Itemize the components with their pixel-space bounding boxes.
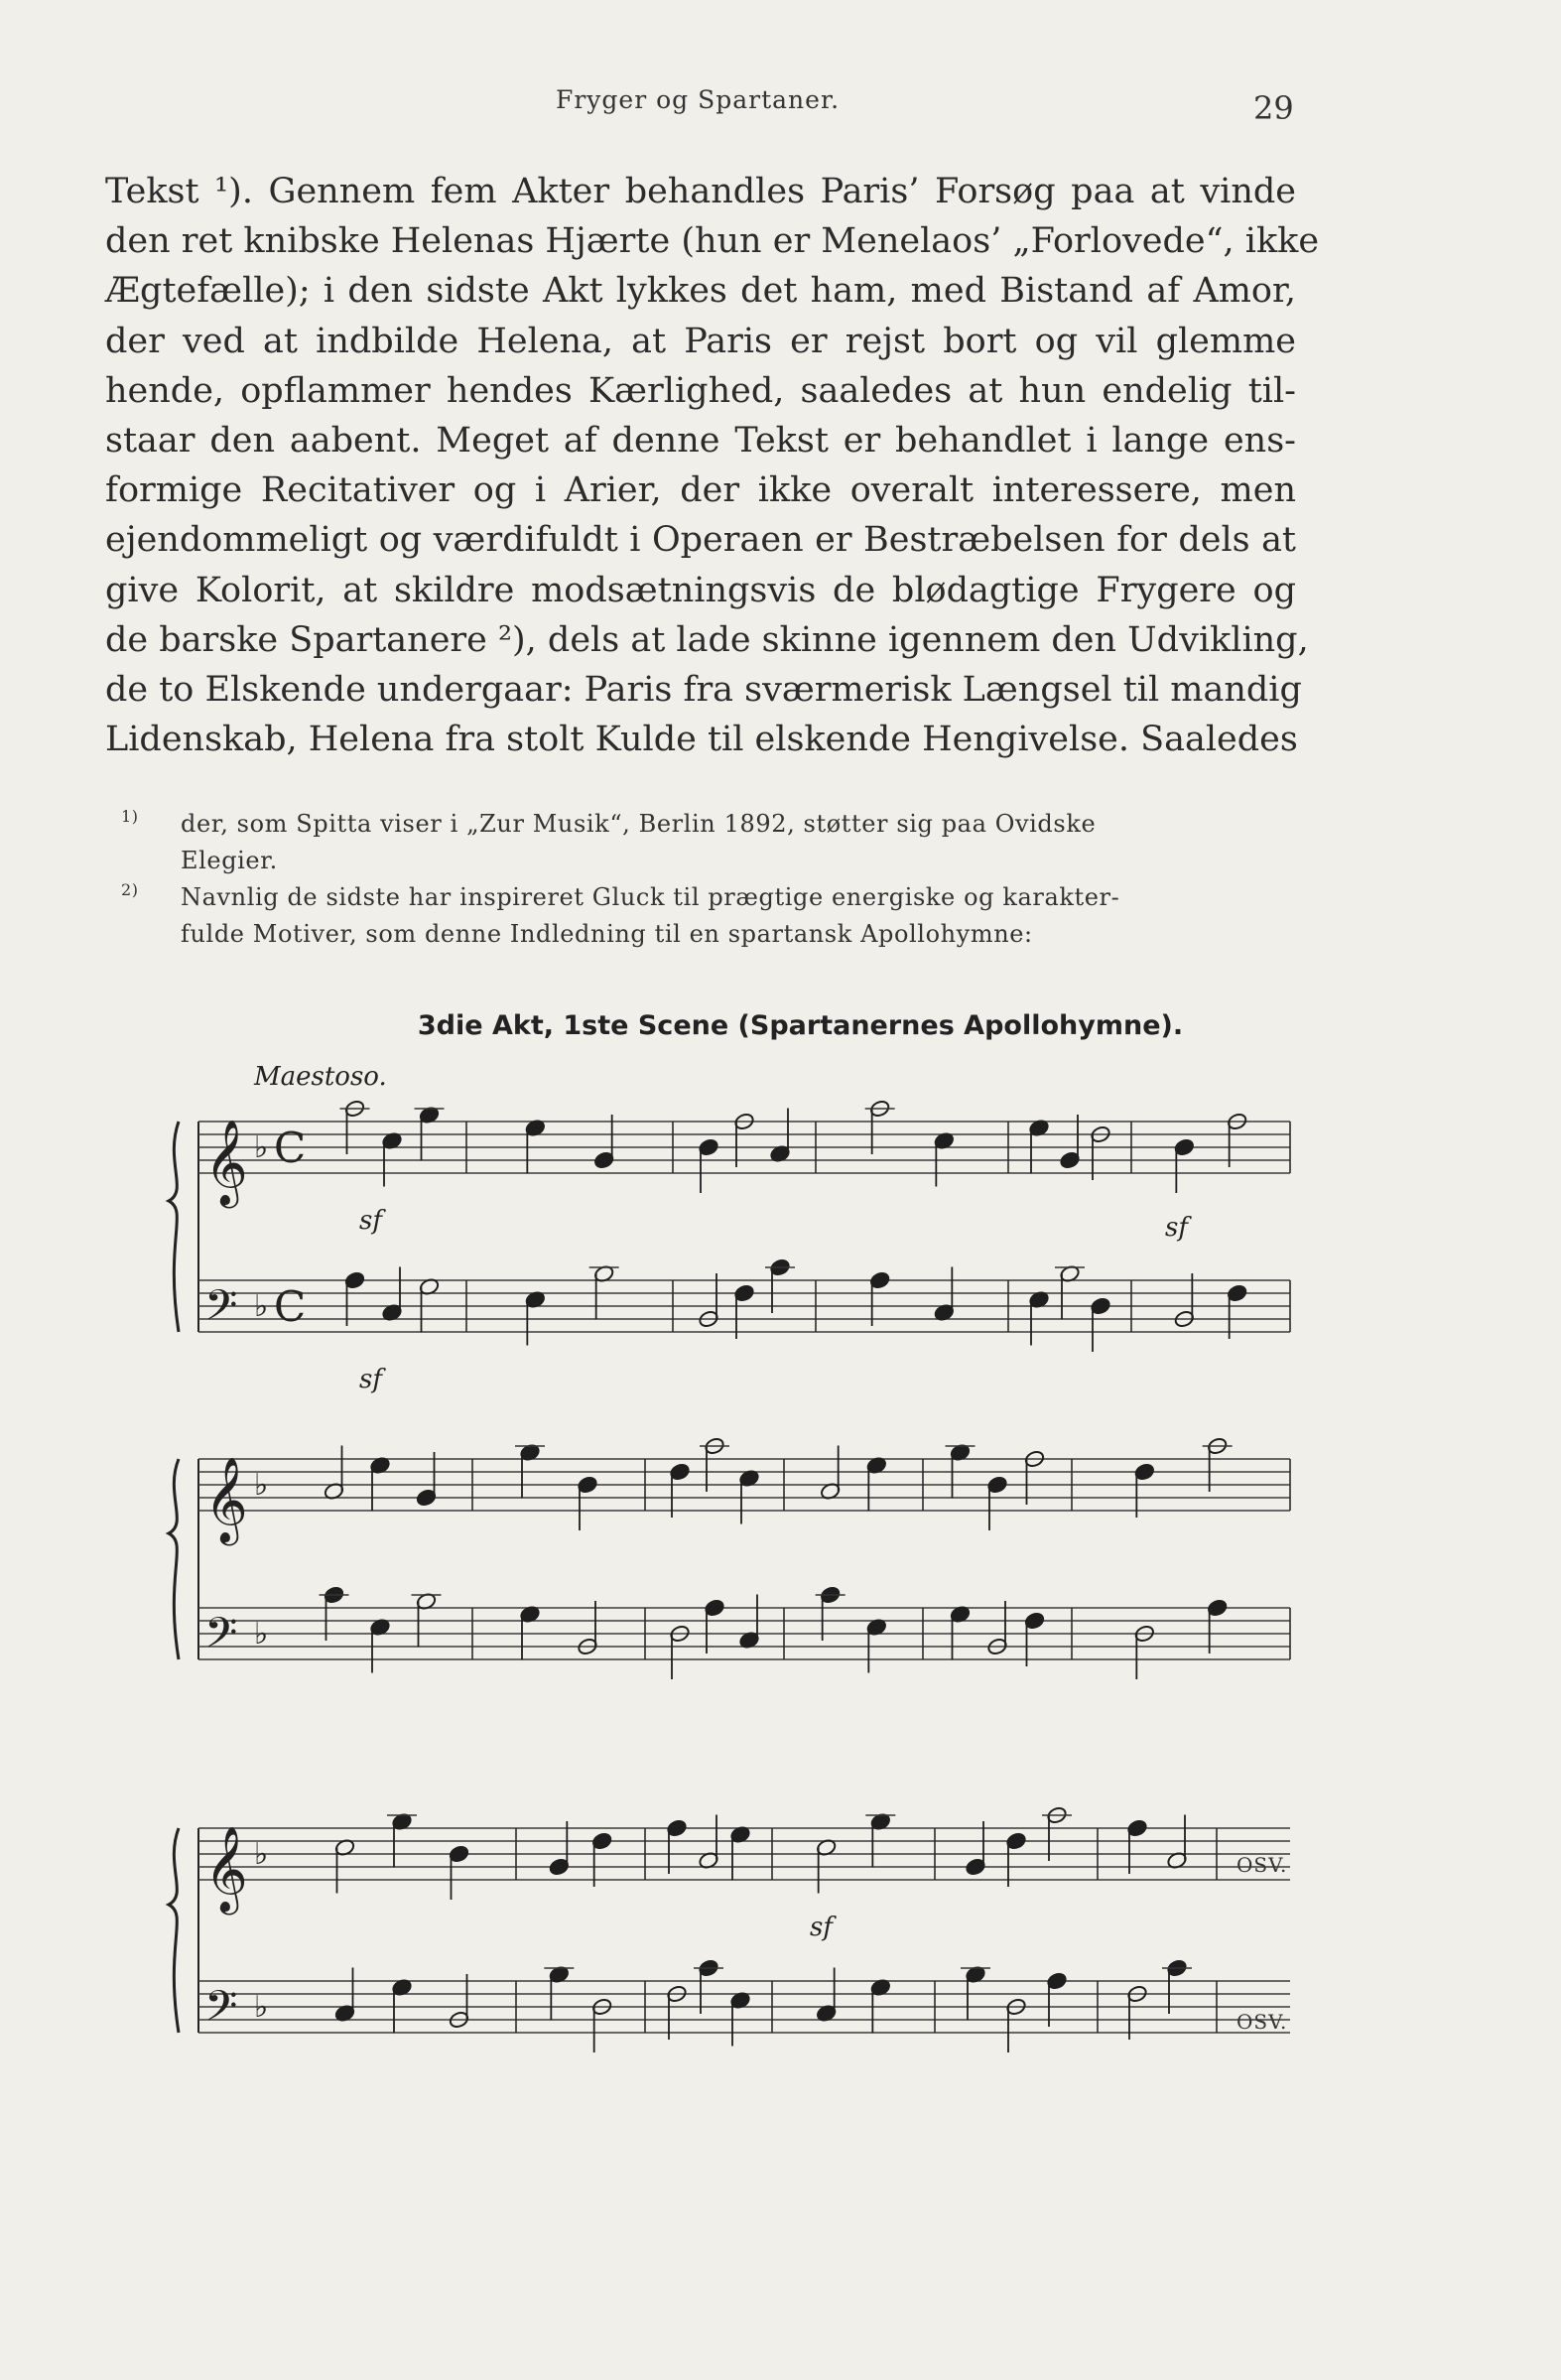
flat-icon: ♭: [254, 1837, 269, 1872]
ending-mark: OSV.: [1236, 1853, 1288, 1877]
system-brace: [169, 1828, 179, 2033]
bass-clef-icon: 𝄢: [204, 1982, 238, 2042]
text-line: ejendommeligt og værdifuldt i Operaen er Bestræbelsen for dels at: [105, 520, 1296, 561]
time-signature: C: [274, 1124, 307, 1172]
text-line: staar den aabent. Meget af denne Tekst er behandlet i lange ens-: [105, 420, 1296, 461]
time-signature: C: [274, 1282, 307, 1331]
text-line: give Kolorit, at skildre modsætningsvis de blødagtige Frygere og: [105, 570, 1296, 610]
music-caption: 3die Akt, 1ste Scene (Spartanernes Apollohymne).: [417, 1010, 1184, 1041]
page-number: 29: [1253, 89, 1294, 127]
score-systems: [169, 1099, 1290, 2052]
dynamic-mark: sf: [359, 1206, 382, 1236]
flat-icon: ♭: [254, 1468, 269, 1503]
bass-clef-icon: 𝄢: [204, 1609, 238, 1668]
footnote-mark: 2): [121, 880, 139, 899]
running-title: Fryger og Spartaner.: [556, 85, 841, 114]
flat-icon: ♭: [254, 1990, 269, 2025]
footnote-line: Elegier.: [181, 847, 278, 874]
footnote-mark: 1): [121, 807, 139, 826]
text-line: Tekst ¹). Gennem fem Akter behandles Paris’ Forsøg paa at vinde: [105, 172, 1296, 211]
footnote-line: der, som Spitta viser i „Zur Musik“, Berlin 1892, støtter sig paa Ovidske: [181, 810, 1097, 838]
treble-clef-icon: 𝄞: [204, 1826, 248, 1912]
treble-clef-icon: 𝄞: [204, 1457, 248, 1542]
dynamic-mark: sf: [359, 1365, 382, 1394]
text-line: hende, opflammer hendes Kærlighed, saaledes at hun endelig til-: [105, 370, 1296, 411]
text-line: den ret knibske Helenas Hjærte (hun er Menelaos’ „Forlovede“, ikke: [105, 221, 1320, 262]
footnote-line: fulde Motiver, som denne Indledning til en spartansk Apollohymne:: [181, 920, 1033, 948]
tempo-marking: Maestoso.: [254, 1062, 387, 1092]
system-brace: [169, 1459, 179, 1659]
ending-mark: OSV.: [1236, 2010, 1288, 2034]
text-line: de to Elskende undergaar: Paris fra sværmerisk Længsel til mandig: [105, 669, 1302, 710]
bass-clef-icon: 𝄢: [204, 1281, 238, 1341]
flat-icon: ♭: [254, 1617, 269, 1652]
dynamic-mark: sf: [810, 1913, 833, 1942]
system-brace: [169, 1122, 179, 1332]
text-line: de barske Spartanere ²), dels at lade skinne igennem den Udvikling,: [105, 619, 1309, 660]
text-line: der ved at indbilde Helena, at Paris er rejst bort og vil glemme: [105, 321, 1296, 361]
dynamic-mark: sf: [1165, 1213, 1188, 1243]
text-line: Lidenskab, Helena fra stolt Kulde til elskende Hengivelse. Saaledes: [105, 720, 1298, 760]
flat-icon: ♭: [254, 1130, 269, 1165]
flat-icon: ♭: [254, 1289, 269, 1324]
text-line: formige Recitativer og i Arier, der ikke overalt interessere, men: [105, 470, 1296, 511]
treble-clef-icon: 𝄞: [204, 1120, 248, 1205]
footnote-line: Navnlig de sidste har inspireret Gluck til prægtige energiske og karakter-: [181, 883, 1120, 911]
text-line: Ægtefælle); i den sidste Akt lykkes det ham, med Bistand af Amor,: [105, 271, 1296, 312]
